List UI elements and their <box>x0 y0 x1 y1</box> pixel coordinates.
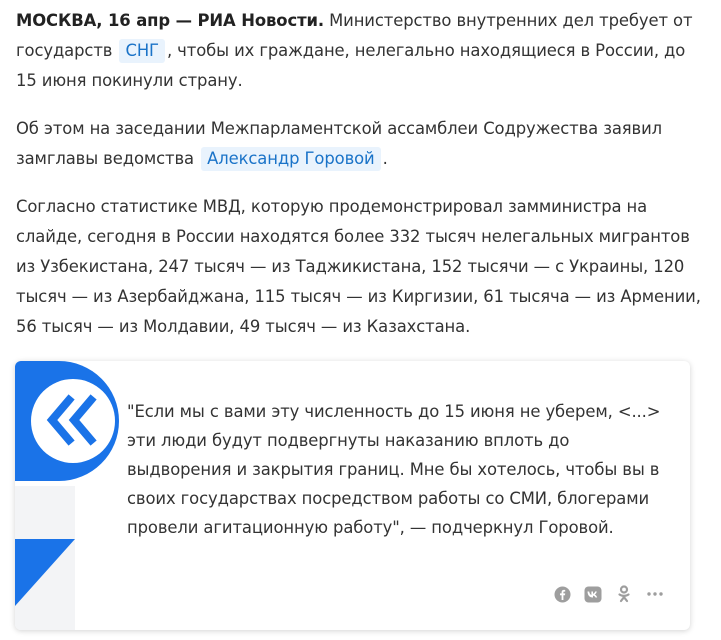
paragraph-text: Министерство внутренних дел требует от государств <box>16 11 693 60</box>
facebook-icon[interactable] <box>553 585 571 603</box>
article-lead: МОСКВА, 16 апр — РИА Новости. <box>16 11 324 30</box>
article-body <box>16 6 706 360</box>
odnoklassniki-icon[interactable] <box>615 585 633 603</box>
paragraph-text: Об этом на заседании Межпарламентской ассамблеи Содружества заявил замглавы ведомства <box>16 119 663 168</box>
paragraph-2 <box>16 114 706 174</box>
quote-card <box>15 361 690 630</box>
share-bar <box>553 585 664 603</box>
tag-link-gorovoy[interactable]: Александр Горовой <box>201 147 381 171</box>
more-icon[interactable] <box>646 585 664 603</box>
paragraph-text: . <box>382 149 388 168</box>
paragraph-1 <box>16 6 706 96</box>
paragraph-3: Согласно статистике МВД, которую продемонстрировал замминистра на слайде, сегодня в России находятся более 332 тысяч нелегальных мигрантов из Узбекистана, 247 тысяч — из Таджикистана, 152 тысячи — с Украины, 120 тысяч — из Азербайджана, 115 тысяч — из Киргизии, 61 тысяча — из Армении, 56 тысяч — из Молдавии, 49 тысяч — из Казахстана. <box>16 197 701 336</box>
paragraph-text: , чтобы их граждане, нелегально находящиеся в России, до 15 июня покинули страну. <box>16 41 686 90</box>
quote-decoration <box>15 361 135 630</box>
tag-link-sng[interactable]: СНГ <box>119 39 164 63</box>
quote-text: "Если мы с вами эту численность до 15 июня не уберем, <...> эти люди будут подвергнуты наказанию вплоть до выдворения и закрытия границ. Мне бы хотелось, чтобы вы в своих государствах посредством работы со СМИ, блогерами провели агитационную работу", — подчеркнул Горовой. <box>127 402 661 537</box>
vk-icon[interactable] <box>584 585 602 603</box>
